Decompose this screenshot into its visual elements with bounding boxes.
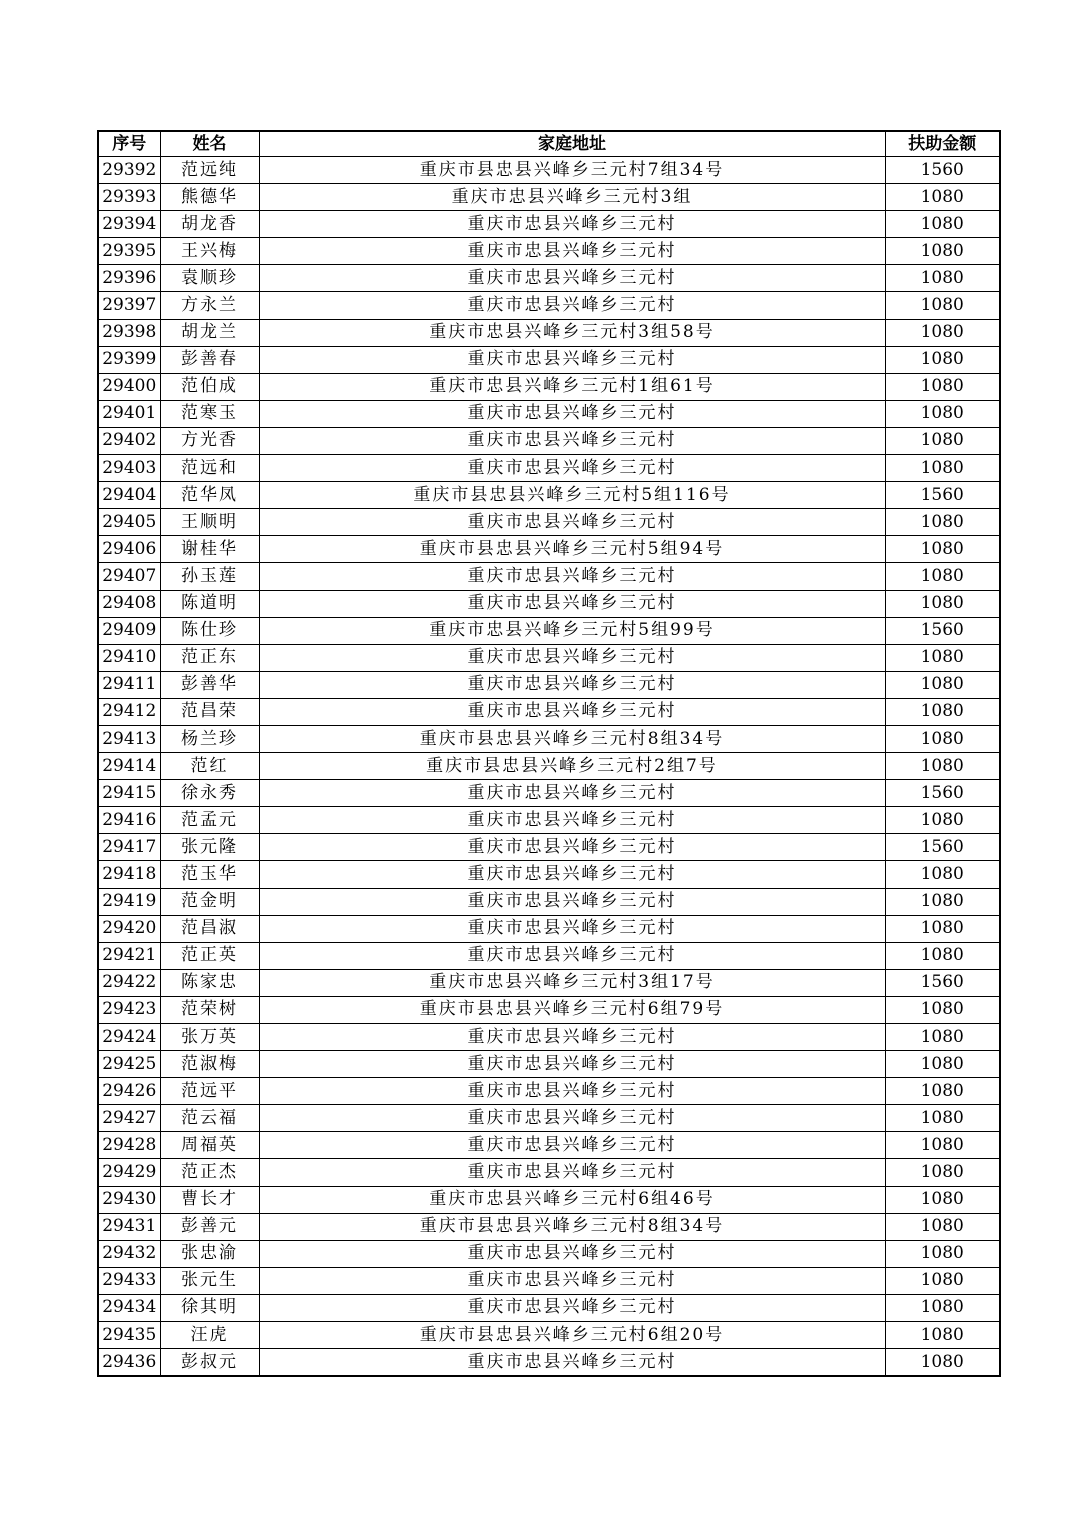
- address-cell: 重庆市忠县兴峰乡三元村: [259, 1051, 885, 1078]
- table-body: [98, 157, 1000, 1377]
- table-row: [98, 590, 1000, 617]
- serial-number-cell: 29405: [98, 509, 160, 536]
- table-row: [98, 969, 1000, 996]
- amount-cell: 1080: [885, 1213, 1000, 1240]
- amount-cell: 1080: [885, 1159, 1000, 1186]
- serial-number-cell: 29419: [98, 888, 160, 915]
- serial-number-cell: 29420: [98, 915, 160, 942]
- name-cell: 范寒玉: [160, 400, 259, 427]
- amount-cell: 1080: [885, 915, 1000, 942]
- amount-cell: 1080: [885, 427, 1000, 454]
- amount-cell: 1560: [885, 157, 1000, 184]
- name-cell: 范荣树: [160, 996, 259, 1023]
- amount-cell: 1080: [885, 753, 1000, 780]
- amount-cell: 1080: [885, 319, 1000, 346]
- serial-number-cell: 29429: [98, 1159, 160, 1186]
- name-cell: 彭叔元: [160, 1349, 259, 1377]
- amount-cell: 1080: [885, 1267, 1000, 1294]
- amount-cell: 1080: [885, 644, 1000, 671]
- serial-number-cell: 29395: [98, 238, 160, 265]
- serial-number-cell: 29398: [98, 319, 160, 346]
- table-row: [98, 780, 1000, 807]
- assistance-roster-table: [97, 130, 1001, 1377]
- table-row: [98, 807, 1000, 834]
- table-row: [98, 265, 1000, 292]
- name-cell: 汪虎: [160, 1322, 259, 1349]
- amount-cell: 1080: [885, 184, 1000, 211]
- name-cell: 徐其明: [160, 1294, 259, 1321]
- table-row: [98, 319, 1000, 346]
- address-cell: 重庆市忠县兴峰乡三元村: [259, 1240, 885, 1267]
- table-row: [98, 644, 1000, 671]
- table-row: [98, 1186, 1000, 1213]
- serial-number-cell: 29432: [98, 1240, 160, 1267]
- serial-number-cell: 29411: [98, 671, 160, 698]
- name-cell: 范孟元: [160, 807, 259, 834]
- name-cell: 张元隆: [160, 834, 259, 861]
- address-cell: 重庆市忠县兴峰乡三元村: [259, 915, 885, 942]
- serial-number-cell: 29435: [98, 1322, 160, 1349]
- table-row: [98, 1294, 1000, 1321]
- header-assistance-amount: 扶助金额: [885, 131, 1000, 157]
- address-cell: 重庆市县忠县兴峰乡三元村5组94号: [259, 536, 885, 563]
- serial-number-cell: 29434: [98, 1294, 160, 1321]
- table-row: [98, 157, 1000, 184]
- amount-cell: 1080: [885, 373, 1000, 400]
- amount-cell: 1080: [885, 265, 1000, 292]
- serial-number-cell: 29433: [98, 1267, 160, 1294]
- name-cell: 范淑梅: [160, 1051, 259, 1078]
- serial-number-cell: 29406: [98, 536, 160, 563]
- name-cell: 范正杰: [160, 1159, 259, 1186]
- amount-cell: 1080: [885, 1132, 1000, 1159]
- name-cell: 陈道明: [160, 590, 259, 617]
- address-cell: 重庆市忠县兴峰乡三元村: [259, 1078, 885, 1105]
- address-cell: 重庆市县忠县兴峰乡三元村2组7号: [259, 753, 885, 780]
- name-cell: 胡龙兰: [160, 319, 259, 346]
- address-cell: 重庆市忠县兴峰乡三元村: [259, 698, 885, 725]
- address-cell: 重庆市忠县兴峰乡三元村: [259, 563, 885, 590]
- address-cell: 重庆市忠县兴峰乡三元村: [259, 671, 885, 698]
- name-cell: 范远平: [160, 1078, 259, 1105]
- serial-number-cell: 29421: [98, 942, 160, 969]
- amount-cell: 1080: [885, 1024, 1000, 1051]
- table-row: [98, 1159, 1000, 1186]
- serial-number-cell: 29427: [98, 1105, 160, 1132]
- table-row: [98, 184, 1000, 211]
- amount-cell: 1080: [885, 1349, 1000, 1377]
- table-row: [98, 942, 1000, 969]
- name-cell: 曹长才: [160, 1186, 259, 1213]
- name-cell: 徐永秀: [160, 780, 259, 807]
- serial-number-cell: 29426: [98, 1078, 160, 1105]
- serial-number-cell: 29392: [98, 157, 160, 184]
- serial-number-cell: 29397: [98, 292, 160, 319]
- amount-cell: 1080: [885, 400, 1000, 427]
- address-cell: 重庆市忠县兴峰乡三元村: [259, 1159, 885, 1186]
- name-cell: 范红: [160, 753, 259, 780]
- table-row: [98, 238, 1000, 265]
- name-cell: 范金明: [160, 888, 259, 915]
- address-cell: 重庆市忠县兴峰乡三元村: [259, 455, 885, 482]
- amount-cell: 1080: [885, 807, 1000, 834]
- header-serial-number: 序号: [98, 131, 160, 157]
- serial-number-cell: 29415: [98, 780, 160, 807]
- address-cell: 重庆市忠县兴峰乡三元村: [259, 292, 885, 319]
- name-cell: 彭善春: [160, 346, 259, 373]
- amount-cell: 1080: [885, 1322, 1000, 1349]
- table-header-row: [98, 131, 1000, 157]
- name-cell: 范昌淑: [160, 915, 259, 942]
- serial-number-cell: 29408: [98, 590, 160, 617]
- serial-number-cell: 29404: [98, 482, 160, 509]
- address-cell: 重庆市忠县兴峰乡三元村: [259, 211, 885, 238]
- table-row: [98, 563, 1000, 590]
- address-cell: 重庆市忠县兴峰乡三元村: [259, 509, 885, 536]
- name-cell: 范伯成: [160, 373, 259, 400]
- name-cell: 范华凤: [160, 482, 259, 509]
- amount-cell: 1080: [885, 1105, 1000, 1132]
- amount-cell: 1080: [885, 1294, 1000, 1321]
- name-cell: 彭善华: [160, 671, 259, 698]
- address-cell: 重庆市忠县兴峰乡三元村3组17号: [259, 969, 885, 996]
- name-cell: 范远纯: [160, 157, 259, 184]
- name-cell: 谢桂华: [160, 536, 259, 563]
- address-cell: 重庆市忠县兴峰乡三元村: [259, 942, 885, 969]
- name-cell: 杨兰珍: [160, 725, 259, 752]
- address-cell: 重庆市忠县兴峰乡三元村: [259, 1024, 885, 1051]
- name-cell: 陈家忠: [160, 969, 259, 996]
- amount-cell: 1080: [885, 1051, 1000, 1078]
- amount-cell: 1080: [885, 292, 1000, 319]
- address-cell: 重庆市忠县兴峰乡三元村: [259, 346, 885, 373]
- serial-number-cell: 29403: [98, 455, 160, 482]
- table-row: [98, 1051, 1000, 1078]
- name-cell: 范正英: [160, 942, 259, 969]
- serial-number-cell: 29422: [98, 969, 160, 996]
- serial-number-cell: 29425: [98, 1051, 160, 1078]
- serial-number-cell: 29416: [98, 807, 160, 834]
- table-row: [98, 617, 1000, 644]
- address-cell: 重庆市县忠县兴峰乡三元村8组34号: [259, 725, 885, 752]
- address-cell: 重庆市忠县兴峰乡三元村: [259, 1349, 885, 1377]
- address-cell: 重庆市忠县兴峰乡三元村: [259, 400, 885, 427]
- name-cell: 范玉华: [160, 861, 259, 888]
- header-name: 姓名: [160, 131, 259, 157]
- serial-number-cell: 29409: [98, 617, 160, 644]
- name-cell: 熊德华: [160, 184, 259, 211]
- address-cell: 重庆市忠县兴峰乡三元村1组61号: [259, 373, 885, 400]
- table-row: [98, 1322, 1000, 1349]
- name-cell: 孙玉莲: [160, 563, 259, 590]
- address-cell: 重庆市忠县兴峰乡三元村5组99号: [259, 617, 885, 644]
- amount-cell: 1080: [885, 455, 1000, 482]
- table-row: [98, 1105, 1000, 1132]
- amount-cell: 1080: [885, 942, 1000, 969]
- table-row: [98, 346, 1000, 373]
- table-row: [98, 915, 1000, 942]
- amount-cell: 1080: [885, 861, 1000, 888]
- table-row: [98, 1213, 1000, 1240]
- address-cell: 重庆市县忠县兴峰乡三元村6组79号: [259, 996, 885, 1023]
- amount-cell: 1080: [885, 536, 1000, 563]
- table-row: [98, 482, 1000, 509]
- serial-number-cell: 29396: [98, 265, 160, 292]
- serial-number-cell: 29393: [98, 184, 160, 211]
- address-cell: 重庆市县忠县兴峰乡三元村6组20号: [259, 1322, 885, 1349]
- amount-cell: 1080: [885, 725, 1000, 752]
- serial-number-cell: 29431: [98, 1213, 160, 1240]
- table-row: [98, 1349, 1000, 1377]
- amount-cell: 1080: [885, 698, 1000, 725]
- serial-number-cell: 29424: [98, 1024, 160, 1051]
- name-cell: 王顺明: [160, 509, 259, 536]
- address-cell: 重庆市忠县兴峰乡三元村: [259, 644, 885, 671]
- name-cell: 张万英: [160, 1024, 259, 1051]
- table-row: [98, 1132, 1000, 1159]
- amount-cell: 1080: [885, 671, 1000, 698]
- address-cell: 重庆市忠县兴峰乡三元村: [259, 834, 885, 861]
- serial-number-cell: 29430: [98, 1186, 160, 1213]
- table-row: [98, 888, 1000, 915]
- table-row: [98, 834, 1000, 861]
- table-row: [98, 671, 1000, 698]
- table-row: [98, 373, 1000, 400]
- name-cell: 袁顺珍: [160, 265, 259, 292]
- table-row: [98, 1240, 1000, 1267]
- serial-number-cell: 29436: [98, 1349, 160, 1377]
- table-row: [98, 725, 1000, 752]
- name-cell: 范昌荣: [160, 698, 259, 725]
- name-cell: 张忠渝: [160, 1240, 259, 1267]
- address-cell: 重庆市忠县兴峰乡三元村: [259, 265, 885, 292]
- address-cell: 重庆市县忠县兴峰乡三元村5组116号: [259, 482, 885, 509]
- serial-number-cell: 29428: [98, 1132, 160, 1159]
- name-cell: 方光香: [160, 427, 259, 454]
- header-home-address: 家庭地址: [259, 131, 885, 157]
- amount-cell: 1080: [885, 996, 1000, 1023]
- name-cell: 范正东: [160, 644, 259, 671]
- amount-cell: 1560: [885, 969, 1000, 996]
- amount-cell: 1080: [885, 346, 1000, 373]
- serial-number-cell: 29394: [98, 211, 160, 238]
- address-cell: 重庆市忠县兴峰乡三元村: [259, 238, 885, 265]
- table-row: [98, 1078, 1000, 1105]
- address-cell: 重庆市忠县兴峰乡三元村: [259, 888, 885, 915]
- name-cell: 张元生: [160, 1267, 259, 1294]
- name-cell: 陈仕珍: [160, 617, 259, 644]
- amount-cell: 1080: [885, 1186, 1000, 1213]
- name-cell: 方永兰: [160, 292, 259, 319]
- address-cell: 重庆市忠县兴峰乡三元村: [259, 1105, 885, 1132]
- address-cell: 重庆市忠县兴峰乡三元村: [259, 1132, 885, 1159]
- table-row: [98, 292, 1000, 319]
- amount-cell: 1080: [885, 1240, 1000, 1267]
- amount-cell: 1560: [885, 617, 1000, 644]
- address-cell: 重庆市忠县兴峰乡三元村: [259, 590, 885, 617]
- address-cell: 重庆市县忠县兴峰乡三元村8组34号: [259, 1213, 885, 1240]
- address-cell: 重庆市忠县兴峰乡三元村3组: [259, 184, 885, 211]
- serial-number-cell: 29414: [98, 753, 160, 780]
- amount-cell: 1080: [885, 211, 1000, 238]
- address-cell: 重庆市忠县兴峰乡三元村: [259, 1267, 885, 1294]
- serial-number-cell: 29410: [98, 644, 160, 671]
- amount-cell: 1080: [885, 1078, 1000, 1105]
- serial-number-cell: 29413: [98, 725, 160, 752]
- table-row: [98, 861, 1000, 888]
- serial-number-cell: 29412: [98, 698, 160, 725]
- address-cell: 重庆市忠县兴峰乡三元村6组46号: [259, 1186, 885, 1213]
- address-cell: 重庆市忠县兴峰乡三元村3组58号: [259, 319, 885, 346]
- serial-number-cell: 29399: [98, 346, 160, 373]
- address-cell: 重庆市忠县兴峰乡三元村: [259, 427, 885, 454]
- table-row: [98, 427, 1000, 454]
- table-row: [98, 1267, 1000, 1294]
- amount-cell: 1560: [885, 780, 1000, 807]
- name-cell: 王兴梅: [160, 238, 259, 265]
- name-cell: 彭善元: [160, 1213, 259, 1240]
- amount-cell: 1080: [885, 888, 1000, 915]
- table-row: [98, 536, 1000, 563]
- serial-number-cell: 29401: [98, 400, 160, 427]
- serial-number-cell: 29402: [98, 427, 160, 454]
- serial-number-cell: 29418: [98, 861, 160, 888]
- amount-cell: 1560: [885, 834, 1000, 861]
- table-row: [98, 455, 1000, 482]
- serial-number-cell: 29423: [98, 996, 160, 1023]
- table-row: [98, 211, 1000, 238]
- amount-cell: 1560: [885, 482, 1000, 509]
- table-row: [98, 509, 1000, 536]
- name-cell: 胡龙香: [160, 211, 259, 238]
- serial-number-cell: 29407: [98, 563, 160, 590]
- address-cell: 重庆市忠县兴峰乡三元村: [259, 780, 885, 807]
- table-row: [98, 400, 1000, 427]
- table-row: [98, 753, 1000, 780]
- amount-cell: 1080: [885, 238, 1000, 265]
- address-cell: 重庆市忠县兴峰乡三元村: [259, 807, 885, 834]
- address-cell: 重庆市忠县兴峰乡三元村: [259, 861, 885, 888]
- amount-cell: 1080: [885, 509, 1000, 536]
- address-cell: 重庆市忠县兴峰乡三元村: [259, 1294, 885, 1321]
- amount-cell: 1080: [885, 563, 1000, 590]
- name-cell: 范云福: [160, 1105, 259, 1132]
- serial-number-cell: 29417: [98, 834, 160, 861]
- address-cell: 重庆市县忠县兴峰乡三元村7组34号: [259, 157, 885, 184]
- name-cell: 范远和: [160, 455, 259, 482]
- table-row: [98, 1024, 1000, 1051]
- name-cell: 周福英: [160, 1132, 259, 1159]
- table-row: [98, 996, 1000, 1023]
- amount-cell: 1080: [885, 590, 1000, 617]
- table-row: [98, 698, 1000, 725]
- serial-number-cell: 29400: [98, 373, 160, 400]
